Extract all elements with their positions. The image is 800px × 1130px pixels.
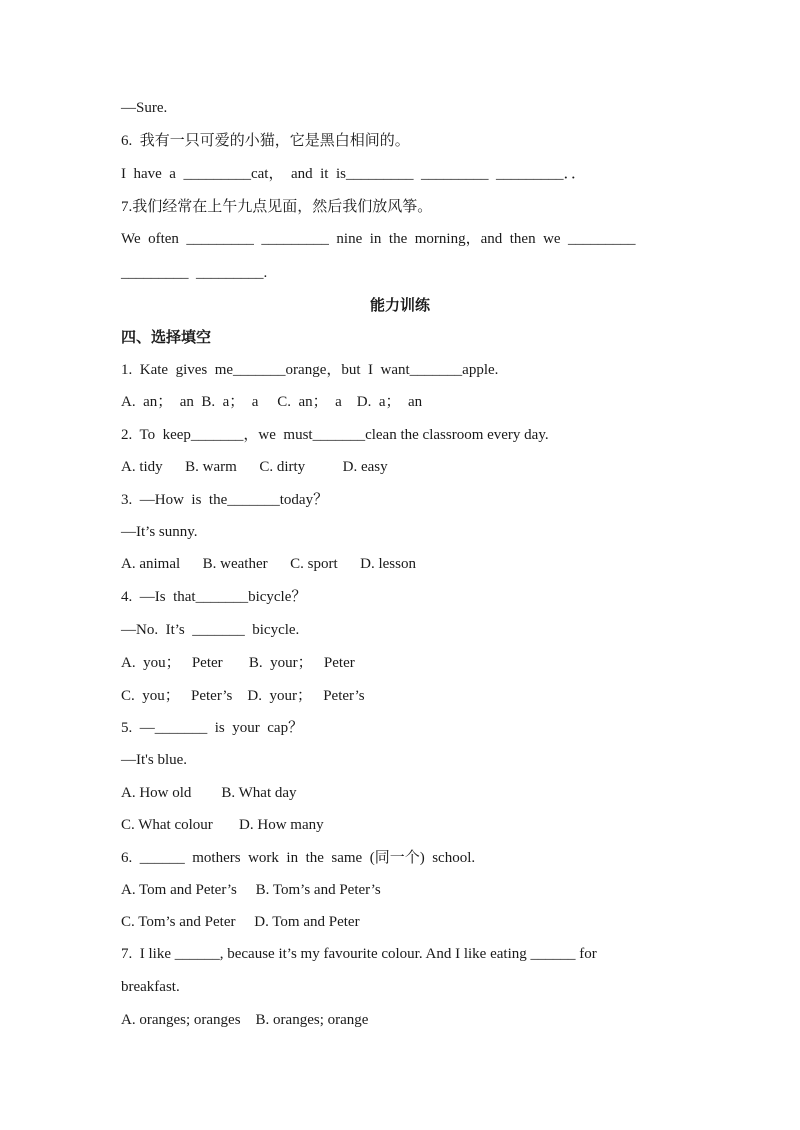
mc-options-3: A. animal B. weather C. sport D. lesson <box>121 556 416 572</box>
mc-answer-3: —It’s sunny. <box>121 524 198 540</box>
text-line: —Sure. <box>121 100 168 116</box>
mc-answer-5: —It's blue. <box>121 752 188 768</box>
mc-answer-4: —No. It’s _______ bicycle. <box>121 622 300 638</box>
mc-options-6a: A. Tom and Peter’s B. Tom’s and Peter’s <box>121 882 381 898</box>
mc-question-7: 7. I like ______, because it’s my favourite colour. And I like eating ______ for <box>121 946 597 962</box>
mc-options-5b: C. What colour D. How many <box>121 817 324 833</box>
mc-options-5a: A. How old B. What day <box>121 785 297 801</box>
mc-question-7-cont: breakfast. <box>121 979 180 995</box>
mc-options-6b: C. Tom’s and Peter D. Tom and Peter <box>121 914 360 930</box>
mc-question-2: 2. To keep_______，we must_______clean the classroom every day. <box>121 427 549 443</box>
question-6-prompt: 6. 我有一只可爱的小猫，它是黑白相间的。 <box>121 133 410 149</box>
mc-question-1: 1. Kate gives me_______orange，but I want_______apple. <box>121 362 499 378</box>
question-7-prompt: 7.我们经常在上午九点见面，然后我们放风筝。 <box>121 199 433 215</box>
mc-options-7: A. oranges; oranges B. oranges; orange <box>121 1012 369 1028</box>
section-title: 能力训练 <box>369 298 430 314</box>
question-6-blanks: I have a _________cat， and it is_________ _________ _________．． <box>121 166 586 182</box>
section-heading: 四、选择填空 <box>121 330 212 346</box>
question-7-blanks-cont: _________ _________. <box>121 265 268 281</box>
mc-question-5: 5. —_______ is your cap？ <box>121 720 304 736</box>
mc-question-3: 3. —How is the_______today？ <box>121 492 329 508</box>
mc-options-1: A. an； an B. a； a C. an； a D. a； an <box>121 394 423 410</box>
mc-question-6: 6. ______ mothers work in the same (同一个) school. <box>121 850 476 866</box>
mc-question-4: 4. —Is that_______bicycle？ <box>121 589 307 605</box>
mc-options-2: A. tidy B. warm C. dirty D. easy <box>121 459 388 475</box>
question-7-blanks: We often _________ _________ nine in the morning，and then we _________ <box>121 231 636 247</box>
mc-options-4b: C. you； Peter’s D. your； Peter’s <box>121 688 365 704</box>
mc-options-4a: A. you； Peter B. your； Peter <box>121 655 355 671</box>
